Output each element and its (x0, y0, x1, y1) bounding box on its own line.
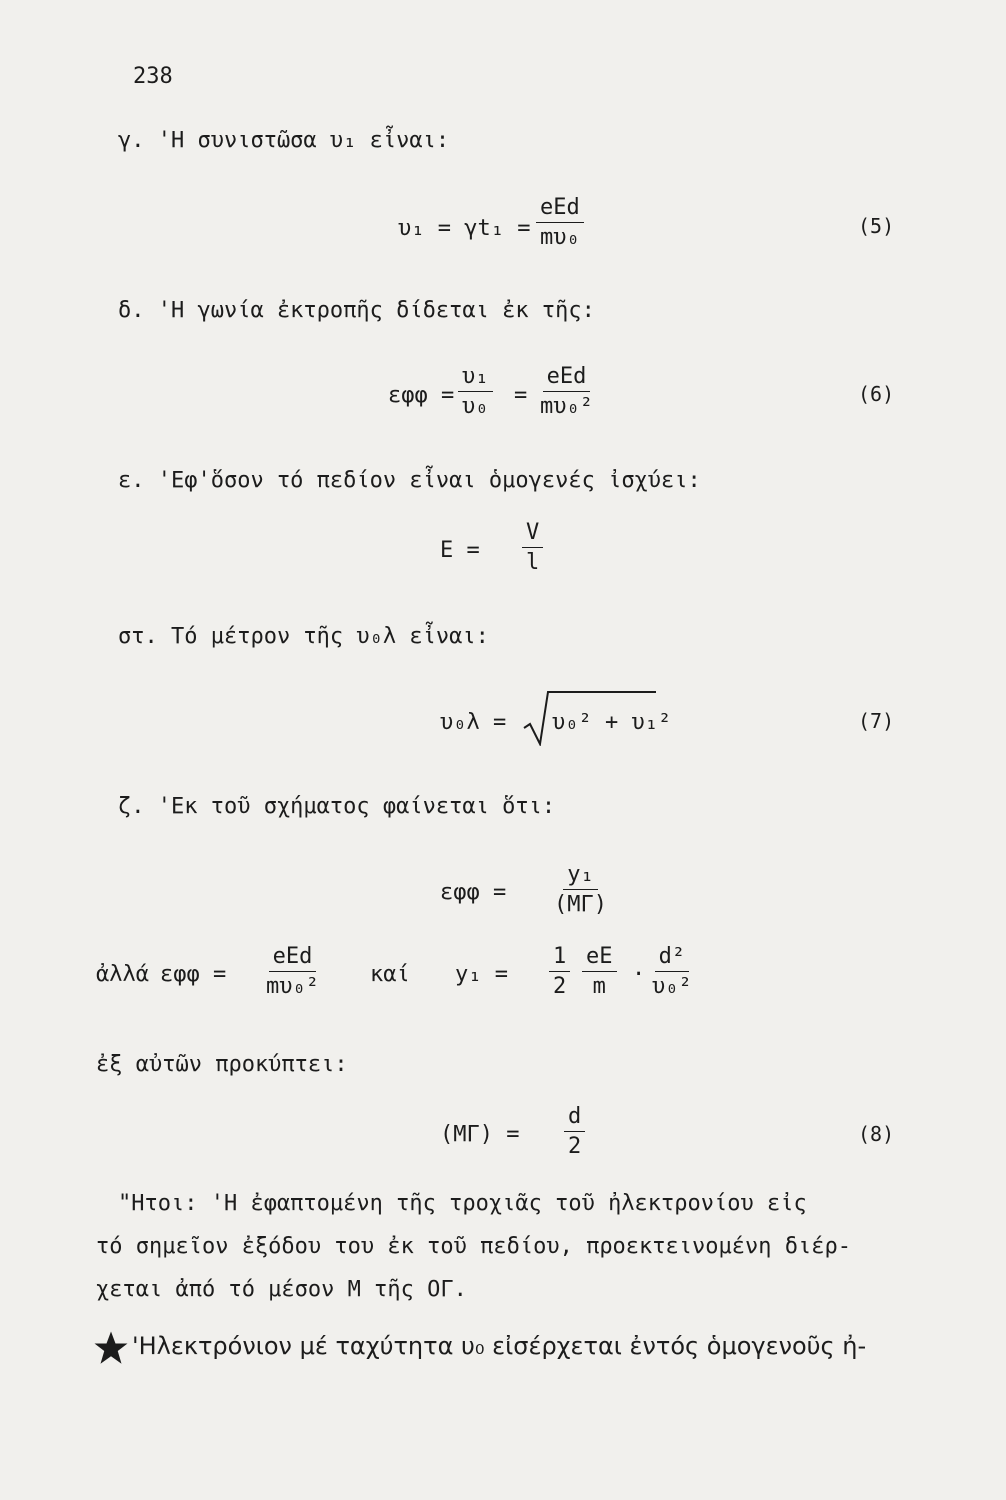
alla-half-numerator: 1 (549, 946, 570, 972)
eq6-f2-denominator: mυ₀² (540, 394, 593, 419)
star-icon (92, 1330, 130, 1366)
eq8-label: (8) (858, 1122, 895, 1146)
alla-lhs: εφφ = (160, 962, 227, 987)
alla-half (549, 946, 570, 998)
eqE-numerator: V (522, 522, 543, 548)
alla-fraction (262, 946, 323, 998)
alla-numerator: eEd (269, 946, 317, 972)
eq8-numerator: d (564, 1106, 585, 1132)
item-sigma-tau: στ. Τό μέτρον τῆς υ₀λ εἶναι: (118, 624, 489, 649)
conclusion-line-2: τό σημεῖον ἐξόδου του ἐκ τοῦ πεδίου, προεκτεινομένη διέρ- (96, 1234, 851, 1259)
eq5-label: (5) (858, 214, 895, 238)
eq6-fraction-1 (458, 366, 493, 418)
eq6-f1-numerator: υ₁ (458, 366, 493, 392)
eq7-label: (7) (858, 709, 895, 733)
eqZ-fraction (550, 864, 611, 916)
eq7-lhs: υ₀λ = (440, 710, 507, 735)
item-delta: δ. 'Η γωνία ἐκτροπῆς δίδεται ἐκ τῆς: (118, 298, 595, 323)
item-epsilon: ε. 'Εφ'ὅσον τό πεδίον εἶναι ὁμογενές ἰσχύει: (118, 468, 701, 493)
alla-half-denominator: 2 (553, 974, 567, 999)
alla-eE-numerator: eE (582, 946, 617, 972)
eq5-lhs: υ₁ = γt₁ = (398, 216, 531, 241)
eq8-denominator: 2 (568, 1134, 582, 1159)
eqZ-numerator: y₁ (563, 864, 598, 890)
eq6-f2-numerator: eEd (543, 366, 591, 392)
alla-word: ἀλλά (96, 962, 149, 987)
alla-eE-fraction (582, 946, 617, 998)
alla-eE-denominator: m (592, 974, 606, 999)
alla-y: y₁ = (455, 962, 508, 987)
eqE-fraction (522, 522, 543, 574)
alla-dot: · (632, 962, 646, 987)
eq8-fraction (564, 1106, 585, 1158)
alla-denominator: mυ₀² (266, 974, 319, 999)
eq7-radicand: υ₀² + υ₁² (552, 710, 672, 735)
conclusion-line-3: χεται ἀπό τό μέσον Μ τῆς ΟΓ. (96, 1277, 467, 1302)
alla-d-denominator: υ₀² (652, 974, 692, 999)
eq5-numerator: eEd (536, 197, 584, 223)
eq5-fraction (536, 197, 584, 249)
eq6-f1-denominator: υ₀ (462, 394, 489, 419)
eq6-fraction-2 (536, 366, 597, 418)
item-zeta: ζ. 'Εκ τοῦ σχήματος φαίνεται ὅτι: (118, 794, 556, 819)
page-number: 238 (133, 64, 173, 89)
eq6-label: (6) (858, 382, 895, 406)
alla-kai: καί (370, 962, 410, 987)
eqE-denominator: l (526, 550, 540, 575)
eq8-lhs: (ΜΓ) = (440, 1122, 520, 1147)
eq5-denominator: mυ₀ (540, 225, 580, 250)
alla-d-numerator: d² (655, 946, 690, 972)
eqE-lhs: E = (440, 538, 480, 563)
ex-auton: ἐξ αὐτῶν προκύπτει: (96, 1052, 348, 1077)
eqZ-denominator: (ΜΓ) (554, 892, 607, 917)
eq6-equals: = (514, 383, 528, 408)
eq6-lhs: εφφ = (388, 383, 455, 408)
starred-problem-line: 'Ηλεκτρόνιον μέ ταχύτητα υ₀ εἰσέρχεται ἐντός ὁμογενοῦς ἠ- (132, 1332, 867, 1360)
alla-d-fraction (648, 946, 696, 998)
eqZ-lhs: εφφ = (440, 880, 507, 905)
conclusion-line-1: "Ητοι: 'Η ἐφαπτομένη τῆς τροχιᾶς τοῦ ἠλεκτρονίου εἰς (118, 1191, 807, 1216)
item-gamma: γ. 'Η συνιστῶσα υ₁ εἶναι: (118, 128, 450, 153)
